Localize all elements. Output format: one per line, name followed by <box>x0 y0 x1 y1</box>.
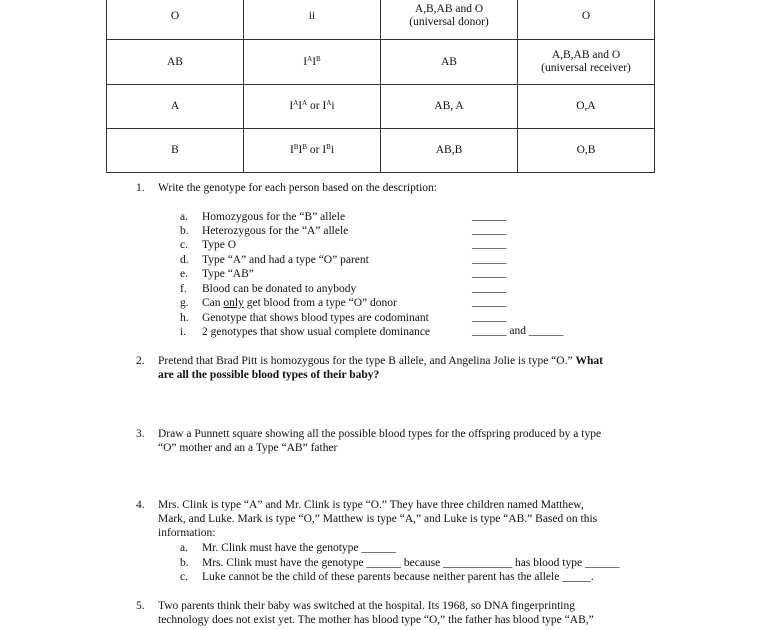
question-text: Pretend that Brad Pitt is homozygous for the type B allele, and Angelina Jolie is type “O.” What are all the possible blood types of their baby? <box>158 355 603 381</box>
genotype-cell: $I^AI^A$ or $I^Ai$ <box>244 85 381 129</box>
can-donate-cell: AB,B <box>381 129 518 173</box>
question-number: 1. <box>136 182 145 194</box>
answer-blank: ______ <box>472 267 507 279</box>
table-row <box>107 40 655 85</box>
cell-sub: (universal donor) <box>409 16 489 28</box>
question-text: Write the genotype for each person based on the description: <box>158 182 437 194</box>
table-row <box>107 0 655 40</box>
answer-blank: ______ <box>472 282 507 294</box>
table-row <box>107 129 655 173</box>
can-receive-cell <box>518 40 655 85</box>
can-donate-cell: AB, A <box>381 85 518 129</box>
question-number: 3. <box>136 428 145 440</box>
answer-blank: ______ <box>472 253 507 265</box>
worksheet-page: O ii A,B,AB and O (universal donor) O AB $I^AI^B$ AB A,B,AB and O (universal receiver) A $I^AI^A$ or $I^Ai$ AB, A O,A B $I^BI^B$ or $I^Bi$ AB,B O,B 1. Write the genotype for each person based on the description: a. Homozygous for the “B” allele ______ b. Heterozygous for the “A” allele ______ c. Type O ______ d. Type “A” and had a type “O” parent ______ e. Type “AB” ______ f. Blood can be donated to anybody ______ g. Can only get blood from a type “O” donor ______ h. Genotype that shows blood types are codominant ______ i. 2 genotypes that show usual complete dominance ______ and ______ 2. Pretend that Brad Pitt is homozygous for the type B allele, and Angelina Jolie is type “O.” What are all the possible blood types of their baby? 3. Draw a Punnett square showing all the possible blood types for the offspring produced by a type “O” mother and an a Type “AB” father 4. Mrs. Clink is type “A” and Mr. Clink is type “O.” They have three children named Matthew, Mark, and Luke. Mark is type “O,” Matthew is type “A,” and Luke is type “AB.” Based on this information: a. Mr. Clink must have the genotype ______ b. Mrs. Clink must have the genotype ______ because ____________ has blood type ______ c. Luke cannot be the child of these parents because neither parent has the allele _____. 5. Two parents think their baby was switched at the hospital. Its 1968, so DNA fingerprinting technology does not exist yet. The mother has blood type “O,” the father has blood type “AB,” <box>0 0 765 630</box>
genotype-cell: $I^AI^B$ <box>244 40 381 85</box>
table-row <box>107 85 655 129</box>
question-number: 2. <box>136 355 145 367</box>
question-text: Draw a Punnett square showing all the possible blood types for the offspring produced by a type “O” mother and an a Type “AB” father <box>158 428 602 454</box>
answer-blank: ______ <box>472 238 507 250</box>
answer-blank: ______ <box>472 311 507 323</box>
answer-blank: ______ <box>472 296 507 308</box>
can-receive-cell: O,B <box>518 129 655 173</box>
question-text: Two parents think their baby was switched at the hospital. Its 1968, so DNA fingerprinting technology does not exist yet. The mother has blood type “O,” the father has blood type “AB,” <box>158 600 594 626</box>
cell-sub: (universal receiver) <box>541 62 631 74</box>
can-donate-cell <box>381 0 518 40</box>
answer-blank: ______ <box>472 210 507 222</box>
answer-blank: ______ <box>472 224 507 236</box>
phenotype-cell: O <box>107 0 244 40</box>
can-receive-cell: O,A <box>518 85 655 129</box>
can-receive-cell: O <box>518 0 655 40</box>
cell-main: A,B,AB and O <box>551 49 621 61</box>
question-number: 4. <box>136 499 145 511</box>
can-donate-cell: AB <box>381 40 518 85</box>
phenotype-cell: B <box>107 129 244 173</box>
phenotype-cell: AB <box>107 40 244 85</box>
phenotype-cell: A <box>107 85 244 129</box>
cell-main: A,B,AB and O <box>414 3 484 15</box>
genotype-cell: $I^BI^B$ or $I^Bi$ <box>244 129 381 173</box>
question-number: 5. <box>136 600 145 612</box>
question-text: Mrs. Clink is type “A” and Mr. Clink is type “O.” They have three children named Matthew, Mark, and Luke. Mark is type “O,” Matthew is type “A,” and Luke is type “AB.” Based on this information: <box>158 499 598 539</box>
blood-type-table <box>106 0 655 173</box>
genotype-cell: ii <box>244 0 381 40</box>
answer-blank: ______ and ______ <box>472 325 564 337</box>
